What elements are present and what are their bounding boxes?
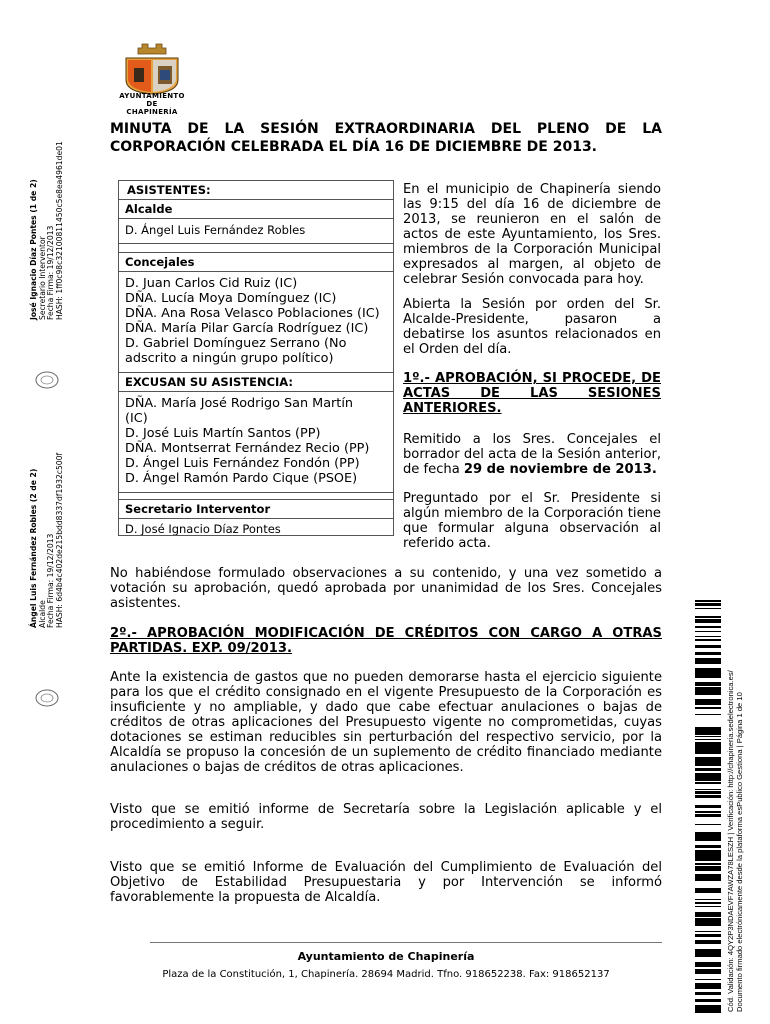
item-2-title: 2º.- APROBACIÓN MODIFICACIÓN DE CRÉDITOS CON CARGO A OTRAS PARTIDAS. EXP. 09/2013.	[110, 626, 662, 656]
document-title	[110, 120, 662, 156]
excused-table	[118, 372, 394, 536]
list-item: D. Ángel Luis Fernández Fondón (PP)	[125, 456, 360, 471]
visto-evaluacion-paragraph: Visto que se emitió Informe de Evaluación del Cumplimiento de Evaluación del Objetivo de Estabilidad Presupuestaria y por Intervención se informó favorablemente la propuesta de Alcaldía.	[110, 860, 662, 905]
signature-date: Fecha Firma: 19/12/2013	[46, 533, 56, 628]
excusan-header: EXCUSAN SU ASISTENCIA:	[119, 373, 393, 392]
signer-name: Ángel Luis Fernández Robles (2 de 2)	[29, 468, 38, 628]
verification-platform: Documento firmado electrónicamente desde la plataforma esPublico Gestiona | Página 1 de 10	[735, 692, 744, 1012]
alcalde-name: D. Ángel Luis Fernández Robles	[119, 219, 393, 244]
list-item: D. Juan Carlos Cid Ruiz (IC)	[125, 276, 298, 291]
secretario-name: D. José Ignacio Díaz Pontes	[125, 522, 281, 536]
excusan-list	[119, 392, 393, 493]
alcalde-header: Alcalde	[119, 200, 393, 219]
ante-paragraph: Ante la existencia de gastos que no pueden demorarse hasta el ejercicio siguiente para los que el crédito consignado en el vigente Presupuesto de la Corporación es insuficiente y no ampliable, y dado que cabe efectuar anulaciones o bajas de créditos de otras aplicaciones del Presupuesto vigente no comprometidas, cuyas dotaciones se estiman reducibles sin perturbación del respectivo servicio, por la Alcaldía se propuso la concesión de un suplemento de crédito financiado mediante anulaciones o bajas de créditos de otras aplicaciones.	[110, 670, 662, 775]
remitido-paragraph: Remitido a los Sres. Concejales el borrador del acta de la Sesión anterior, de fecha 29 de noviembre de 2013.	[403, 432, 661, 477]
attendees-table	[118, 180, 394, 375]
title-line-2: CORPORACIÓN CELEBRADA EL DÍA 16 DE DICIEMBRE DE 2013.	[110, 139, 597, 155]
list-item: DÑA. María José Rodrigo San Martín	[125, 396, 353, 411]
signature-hash: HASH: 6d4b4c402de215bdd8337df1932c500f	[54, 452, 64, 628]
footer-divider	[150, 942, 662, 943]
logo-caption: AYUNTAMIENTO DE CHAPINERÍA	[119, 92, 185, 116]
secretario-header: Secretario Interventor	[119, 500, 393, 519]
concejales-list	[119, 272, 393, 374]
list-item: D. Ángel Ramón Pardo Cique (PSOE)	[125, 471, 358, 486]
list-item: D. José Luis Martín Santos (PP)	[125, 426, 321, 441]
signature-1	[30, 141, 64, 320]
list-item: adscrito a ningún grupo político)	[125, 351, 334, 366]
signature-date: Fecha Firma: 19/12/2013	[46, 225, 56, 320]
signature-stamp-icon	[34, 688, 60, 708]
list-item: (IC)	[125, 411, 148, 426]
verification-text	[726, 670, 744, 1012]
signature-2	[30, 453, 64, 628]
session-narrative	[403, 182, 661, 561]
asistentes-header: ASISTENTES:	[119, 181, 393, 200]
list-item: DÑA. María Pilar García Rodríguez (IC)	[125, 321, 369, 336]
signature-stamp-icon	[34, 370, 60, 390]
footer-address: Plaza de la Constitución, 1, Chapinería. 28694 Madrid. Tfno. 918652238. Fax: 918652137	[162, 969, 610, 980]
list-item: D. Gabriel Domínguez Serrano (No	[125, 336, 347, 351]
apertura-paragraph: Abierta la Sesión por orden del Sr. Alcalde-Presidente, pasaron a debatirse los asuntos relacionados en el Orden del día.	[403, 297, 661, 357]
list-item: DÑA. Montserrat Fernández Recio (PP)	[125, 441, 370, 456]
intro-paragraph: En el municipio de Chapinería siendo las 9:15 del día 16 de diciembre de 2013, se reunieron en el salón de actos de este Ayuntamiento, los Sres. miembros de la Corporación Municipal expresados al margen, al objeto de celebrar Sesión convocada para hoy.	[403, 182, 661, 287]
item-1-title: 1º.- APROBACIÓN, SI PROCEDE, DE ACTAS DE LAS SESIONES ANTERIORES.	[403, 371, 661, 416]
verification-code: Cód. Validación: 4QY2P3NDAEVF7AWZA78LESZH | Verificación: http://chapineria.sedelectronica.es/	[726, 670, 735, 1012]
validation-barcode	[695, 600, 721, 1014]
preguntado-paragraph: Preguntado por el Sr. Presidente si algún miembro de la Corporación tiene que formular alguna observación al referido acta.	[403, 491, 661, 551]
signer-role: Secretario Interventor	[37, 236, 47, 320]
list-item: DÑA. Ana Rosa Velasco Poblaciones (IC)	[125, 306, 380, 321]
signer-name: José Ignacio Díaz Pontes (1 de 2)	[29, 179, 38, 320]
concejales-header: Concejales	[119, 253, 393, 272]
aprobada-paragraph: No habiéndose formulado observaciones a su contenido, y una vez sometido a votación su aprobación, quedó aprobada por unanimidad de los Sres. Concejales asistentes.	[110, 566, 662, 611]
signer-role: Alcalde	[37, 600, 47, 628]
visto-informe-paragraph: Visto que se emitió informe de Secretaría sobre la Legislación aplicable y el procedimiento a seguir.	[110, 802, 662, 832]
title-line-1: MINUTA DE LA SESIÓN EXTRAORDINARIA DEL PLENO DE LA	[110, 121, 662, 137]
footer-title: Ayuntamiento de Chapinería	[297, 950, 475, 963]
list-item: DÑA. Lucía Moya Domínguez (IC)	[125, 291, 337, 306]
remitido-date: 29 de noviembre de 2013.	[463, 462, 657, 477]
signature-hash: HASH: 1ff0c98c32100811450c5e8ea4961de01	[54, 141, 64, 320]
